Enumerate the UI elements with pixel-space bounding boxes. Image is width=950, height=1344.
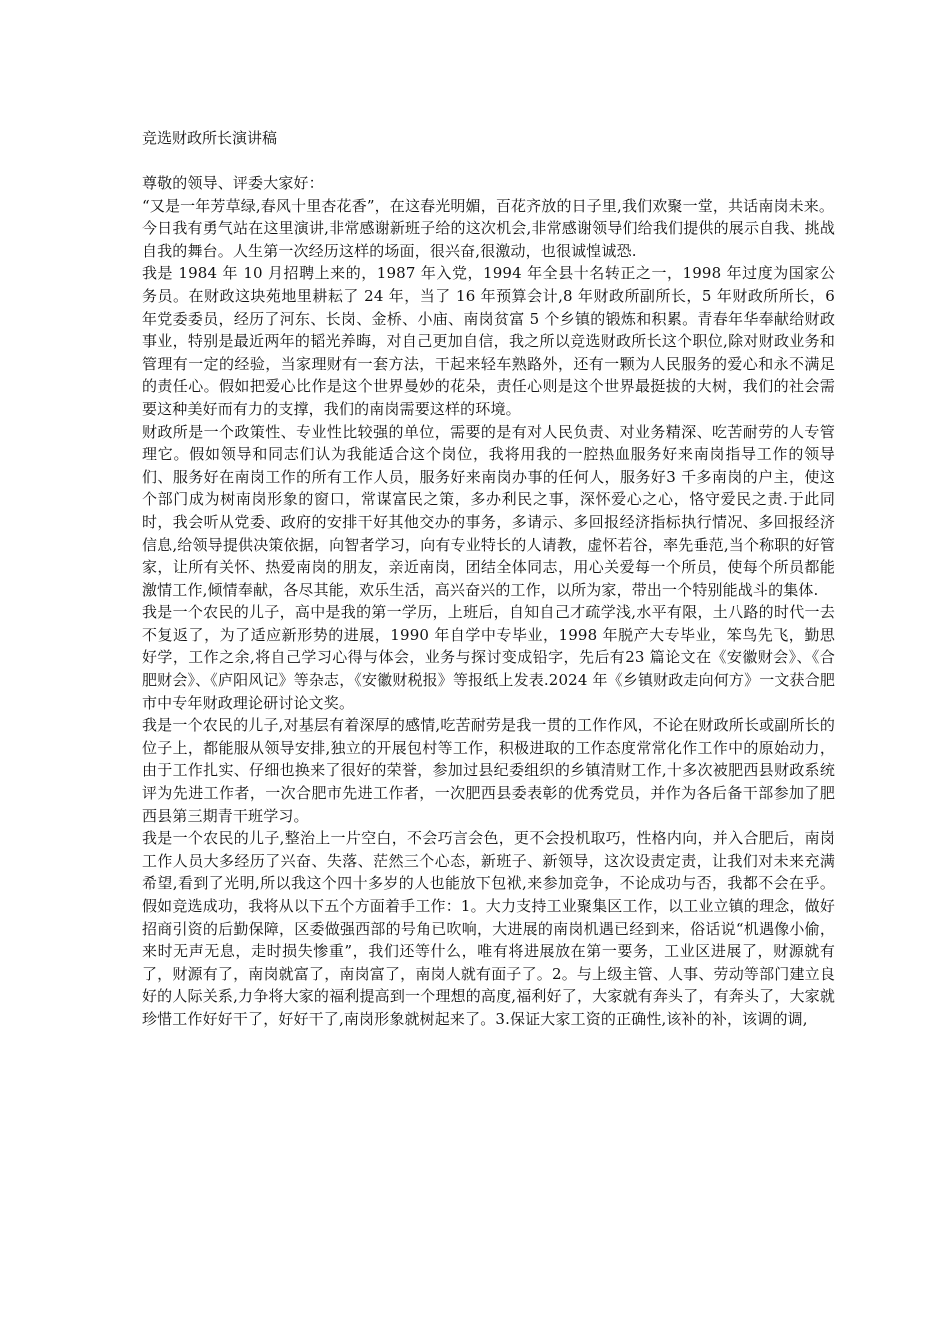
document-title: 竞选财政所长演讲稿 <box>142 129 278 147</box>
paragraph: 我是 1984 年 10 月招聘上来的，1987 年入党，1994 年全县十名转正之一，1998 年过度为国家公务员。在财政这块苑地里耕耘了 24 年，当了 16 年预算会计,8 年财政所副所长，5 年财政所所长，6 年党委委员，经历了河东、长岗、金桥、小庙、南岗贫富 5 个乡镇的锻炼和积累。青春年华奉献给财政事业，特别是最近两年的韬光养晦，对自己更加自信，我之所以竞选财政所长这个职位,除对财政业务和管理有一定的经验，当家理财有一套方法，干起来轻车熟路外，还有一颗为人民服务的爱心和永不满足的责任心。假如把爱心比作是这个世界曼妙的花朵，责任心则是这个世界最挺拔的大树，我们的社会需要这种美好而有力的支撑，我们的南岗需要这样的环境。 <box>142 264 835 418</box>
paragraph: 财政所是一个政策性、专业性比较强的单位，需要的是有对人民负责、对业务精深、吃苦耐劳的人专管理它。假如领导和同志们认为我能适合这个岗位，我将用我的一腔热血服务好来南岗指导工作的领导们、服务好在南岗工作的所有工作人员，服务好来南岗办事的任何人，服务好3 千多南岗的户主，使这个部门成为树南岗形象的窗口，常谋富民之策，多办利民之事，深怀爱心之心，恪守爱民之责.于此同时，我会听从党委、政府的安排干好其他交办的事务，多请示、多回报经济指标执行情况、多回报经济信息,给领导提供决策依据，向智者学习，向有专业特长的人请教，虚怀若谷，率先垂范,当个称职的好管家，让所有关怀、热爱南岗的朋友，亲近南岗，团结全体同志，用心关爱每一个所员，使每个所员都能激情工作,倾情奉献，各尽其能，欢乐生活，高兴奋兴的工作，以所为家，带出一个特别能战斗的集体. <box>142 422 835 599</box>
greeting: 尊敬的领导、评委大家好： <box>142 174 324 192</box>
paragraph: 我是一个农民的儿子，高中是我的第一学历，上班后，自知自己才疏学浅,水平有限，土八路的时代一去不复返了，为了适应新形势的进展，1990 年自学中专毕业，1998 年脱产大专毕业，笨鸟先飞，勤思好学，工作之余,将自己学习心得与体会，业务与探讨变成铅字，先后有23 篇论文在《安徽财会》、《合肥财会》、《庐阳风记》等杂志，《安徽财税报》等报纸上发表.2024 年《乡镇财政走向何方》一文获合肥市中专年财政理论研讨论文奖。 <box>142 603 835 712</box>
paragraph: 我是一个农民的儿子,对基层有着深厚的感情,吃苦耐劳是我一贯的工作作风，不论在财政所长或副所长的位子上，都能服从领导安排,独立的开展包村等工作，积极进取的工作态度常常化作工作中的原始动力，由于工作扎实、仔细也换来了很好的荣誉，参加过县纪委组织的乡镇清财工作,十多次被肥西县财政系统评为先进工作者，一次合肥市先进工作者，一次肥西县委表彰的优秀党员，并作为各后备干部参加了肥西县第三期青干班学习。 <box>142 716 835 825</box>
document-page <box>142 0 842 1344</box>
document-body <box>142 172 835 1031</box>
paragraph: “又是一年芳草绿,春风十里杏花香”，在这春光明媚，百花齐放的日子里,我们欢聚一堂，共话南岗未来。 <box>142 196 835 215</box>
paragraph: 我是一个农民的儿子,整治上一片空白，不会巧言会色，更不会投机取巧，性格内向，并入合肥后，南岗工作人员大多经历了兴奋、失落、茫然三个心态，新班子、新领导，这次设责定责，让我们对未来充满希望,看到了光明,所以我这个四十多岁的人也能放下包袱,来参加竞争，不论成功与否，我都不会在乎。假如竞选成功，我将从以下五个方面着手工作：1。大力支持工业聚集区工作，以工业立镇的理念，做好招商引资的后勤保障，区委做强西部的号角已吹响，大进展的南岗机遇已经到来，俗话说“机遇像小偷，来时无声无息，走时损失惨重”，我们还等什么，唯有将进展放在第一要务，工业区进展了，财源就有了，财源有了，南岗就富了，南岗富了，南岗人就有面子了。2。与上级主管、人事、劳动等部门建立良好的人际关系,力争将大家的福利提高到一个理想的高度,福利好了，大家就有奔头了，有奔头了，大家就珍惜工作好好干了，好好干了,南岗形象就树起来了。3.保证大家工资的正确性,该补的补，该调的调, <box>142 829 835 1028</box>
paragraph: 今日我有勇气站在这里演讲,非常感谢新班子给的这次机会,非常感谢领导们给我们提供的展示自我、挑战自我的舞台。人生第一次经历这样的场面，很兴奋,很激动，也很诚惶诚恐. <box>142 219 835 260</box>
